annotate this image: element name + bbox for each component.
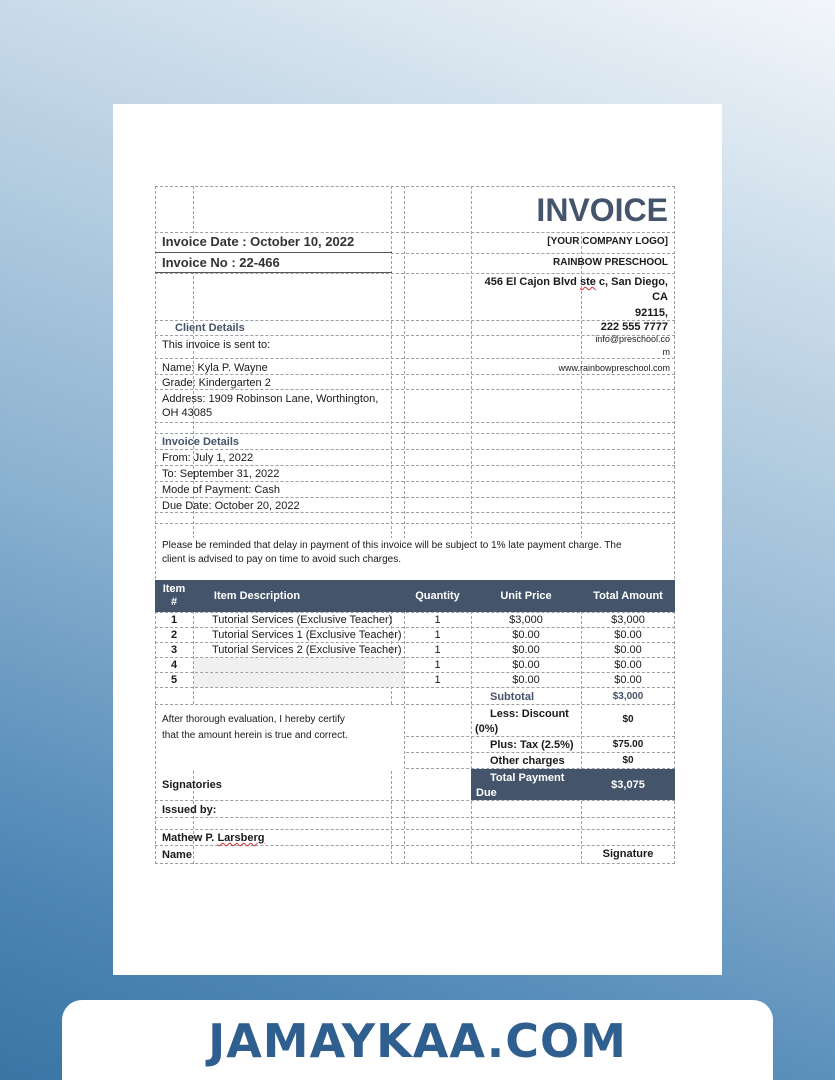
row-quantity: 1	[434, 614, 441, 626]
company-email-cont: m	[662, 347, 670, 357]
invoice-number: Invoice No : 22-466	[162, 255, 280, 270]
header-quantity: Quantity	[415, 590, 460, 602]
row-quantity: 1	[434, 659, 441, 671]
divider	[155, 252, 392, 253]
row-total: $0.00	[614, 674, 642, 686]
certify-line1: After thorough evaluation, I hereby certify	[162, 714, 345, 725]
invoice-details-heading: Invoice Details	[162, 436, 240, 448]
client-sent-to: This invoice is sent to:	[162, 339, 271, 351]
client-address-line1: Address: 1909 Robinson Lane, Worthington,	[162, 393, 379, 405]
row-description: Tutorial Services 1 (Exclusive Teacher)	[212, 629, 402, 641]
row-total: $0.00	[614, 629, 642, 641]
reminder-line2: client is advised to pay on time to avoid such charges.	[162, 554, 402, 565]
row-unit-price: $3,000	[509, 614, 543, 626]
client-address-line2: OH 43085	[162, 407, 213, 419]
row-description: Tutorial Services 2 (Exclusive Teacher)	[212, 644, 402, 656]
grid-line	[155, 465, 675, 466]
reminder-line1: Please be reminded that delay in payment of this invoice will be subject to 1% late payment charge. The	[162, 540, 622, 551]
client-details-heading: Client Details	[175, 322, 245, 334]
discount-label-pct: (0%)	[475, 723, 499, 735]
name-label: Name	[162, 849, 192, 861]
empty-cell	[194, 673, 404, 687]
other-charges-value: $0	[622, 755, 634, 766]
row-number: 2	[170, 629, 178, 641]
subtotal-label: Subtotal	[490, 691, 534, 703]
row-number: 5	[170, 674, 178, 686]
grid-line	[155, 817, 675, 818]
grid-line	[404, 186, 405, 864]
address-ste: ste	[579, 276, 596, 288]
row-quantity: 1	[434, 629, 441, 641]
row-unit-price: $0.00	[512, 674, 540, 686]
discount-value: $0	[622, 714, 634, 725]
certify-line2: that the amount herein is true and correct.	[162, 730, 348, 741]
empty-cell	[194, 658, 404, 672]
header-total-amount: Total Amount	[593, 590, 663, 602]
discount-label: Less: Discount	[490, 708, 569, 720]
row-quantity: 1	[434, 644, 441, 656]
company-logo-placeholder: [YOUR COMPANY LOGO]	[547, 236, 668, 247]
signer-name: Mathew P. Larsberg	[162, 832, 265, 844]
grid-line	[155, 687, 675, 688]
company-website: www.rainbowpreschool.com	[558, 363, 670, 373]
subtotal-value: $3,000	[612, 691, 644, 702]
total-due-label-cont: Due	[476, 787, 497, 799]
row-number: 3	[170, 644, 178, 656]
signatories-heading: Signatories	[162, 779, 222, 791]
client-grade: Grade: Kindergarten 2	[162, 377, 271, 389]
row-unit-price: $0.00	[512, 659, 540, 671]
total-due-value: $3,075	[611, 779, 645, 791]
grid-line	[155, 497, 675, 498]
tax-value: $75.00	[612, 739, 644, 750]
details-payment-mode: Mode of Payment: Cash	[162, 484, 281, 496]
invoice-date: Invoice Date : October 10, 2022	[162, 234, 355, 249]
header-description: Item Description	[213, 590, 301, 602]
invoice-sheet	[155, 186, 675, 864]
row-number: 1	[170, 614, 178, 626]
header-unit-price: Unit Price	[500, 590, 552, 602]
watermark-banner	[62, 1000, 773, 1080]
details-from: From: July 1, 2022	[162, 452, 254, 464]
grid-line	[155, 523, 675, 524]
invoice-title: INVOICE	[536, 192, 668, 228]
issued-by-label: Issued by:	[162, 804, 217, 816]
total-due-label: Total Payment	[490, 772, 565, 784]
grid-line	[155, 449, 675, 450]
row-unit-price: $0.00	[512, 629, 540, 641]
row-number: 4	[170, 659, 178, 671]
company-address-line3: 92115,	[634, 307, 668, 319]
company-name: RAINBOW PRESCHOOL	[553, 257, 668, 268]
details-to: To: September 31, 2022	[162, 468, 280, 480]
row-total: $3,000	[611, 614, 645, 626]
company-email: info@preschool.co	[595, 334, 670, 344]
header-item: Item #	[162, 583, 186, 608]
row-total: $0.00	[614, 659, 642, 671]
client-name: Name: Kyla P. Wayne	[162, 362, 268, 374]
grid-line	[155, 422, 675, 423]
watermark-text: JAMAYKAA.COM	[208, 1014, 627, 1068]
tax-label: Plus: Tax (2.5%)	[490, 739, 574, 751]
row-description: Tutorial Services (Exclusive Teacher)	[212, 614, 393, 626]
grid-line	[155, 273, 675, 274]
divider	[155, 272, 392, 273]
grid-line	[155, 481, 675, 482]
row-unit-price: $0.00	[512, 644, 540, 656]
row-quantity: 1	[434, 674, 441, 686]
grid-line	[155, 358, 675, 359]
details-due-date: Due Date: October 20, 2022	[162, 500, 300, 512]
other-charges-label: Other charges	[490, 755, 565, 767]
grid-line	[155, 829, 675, 830]
grid-line	[155, 863, 675, 864]
company-address-line2: CA	[652, 291, 668, 303]
grid-line	[155, 800, 675, 801]
company-address-line1: 456 El Cajon Blvd ste c, San Diego,	[484, 276, 668, 288]
company-phone: 222 555 7777	[600, 321, 668, 333]
grid-line	[155, 433, 675, 434]
grid-line	[155, 845, 675, 846]
row-total: $0.00	[614, 644, 642, 656]
signature-label: Signature	[602, 848, 654, 860]
